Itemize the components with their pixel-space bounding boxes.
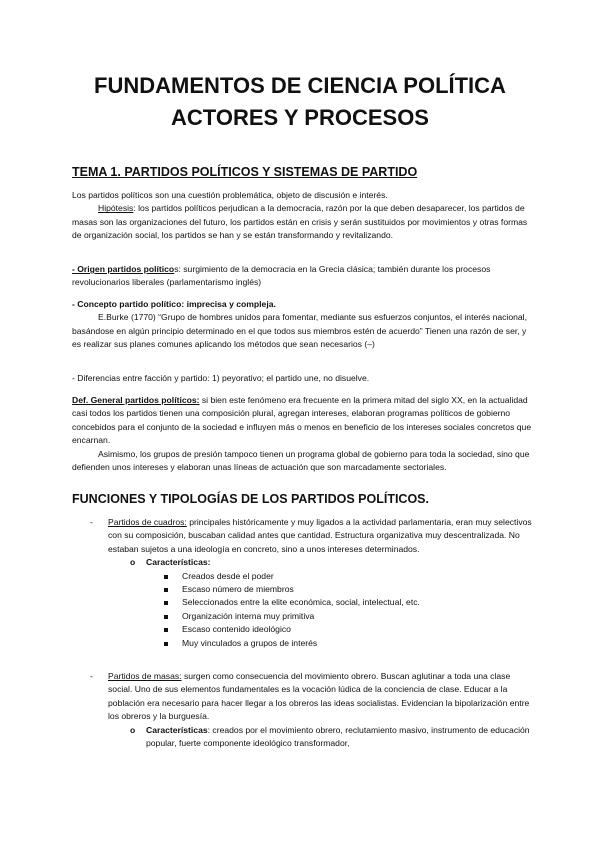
tema1-heading: TEMA 1. PARTIDOS POLÍTICOS Y SISTEMAS DE PARTIDO [72,165,418,179]
title-line-1: FUNDAMENTOS DE CIENCIA POLÍTICA [94,73,506,98]
caracteristica-text: Seleccionados entre la elite económica, social, intelectual, etc. [182,597,420,608]
concepto-heading: - Concepto partido político: imprecisa y compleja. [72,299,276,309]
definicion-label: Def. General partidos políticos: [72,395,200,405]
dash-marker: - [90,671,93,682]
square-bullet-icon [164,588,168,592]
origen-paragraph [72,263,532,290]
definicion-text: si bien este fenómeno era frecuente en la primera mitad del siglo XX, en la actualidad casi todos los partidos tienen una composición plural, agregan intereses, elaboran programas políticos de gobierno concebidos para el conjunto de la sociedad e influyen más o menos en beneficio de los intereses sociales concretos que encarnan. [72,395,532,446]
document-title [0,70,600,134]
caracteristica-text: Escaso contenido ideológico [182,624,291,635]
cuadros-caracteristicas-label: Características: [146,557,211,568]
square-bullet-icon [164,615,168,619]
caracteristica-item [72,610,532,623]
cuadros-caracteristicas-heading [72,556,532,569]
title-line-2: ACTORES Y PROCESOS [171,105,429,130]
caracteristica-item [72,623,532,636]
masas-caracteristicas-label: Características [146,724,208,735]
list-spacer [72,650,532,670]
square-bullet-icon [164,628,168,632]
definicion-block [72,394,532,474]
diferencias-block [72,372,532,385]
diferencias-paragraph: - Diferencias entre facción y partido: 1) peyorativo; el partido une, no disuelve. [72,373,370,383]
caracteristica-text: Creados desde el poder [182,570,274,581]
funciones-heading: FUNCIONES Y TIPOLOGÍAS DE LOS PARTIDOS POLÍTICOS. [72,492,429,506]
masas-caracteristicas-text: : creados por el movimiento obrero, reclutamiento masivo, instrumento de educación popular, fuerte componente ideológico transformador, [146,724,530,749]
caracteristica-item [72,596,532,609]
cuadros-text: principales históricamente y muy ligados a la actividad parlamentaria, eran muy selectivos con su composición, buscaban calidad antes que cantidad. Estructura organizativa muy descentralizada. No estaban sujetos a una ideología en concreto, sino a unos intereses determinados. [108,517,532,554]
concepto-block [72,298,532,352]
circle-bullet: o [130,724,136,735]
caracteristica-item [72,583,532,596]
tema1-intro-block [72,189,532,243]
partidos-cuadros-item [72,516,532,556]
masas-label: Partidos de masas: [108,671,182,682]
square-bullet-icon [164,642,168,646]
asimismo-paragraph: Asimismo, los grupos de presión tampoco tienen un programa global de gobierno para toda la sociedad, sino que defienden unos intereses y elaboran unas líneas de actuación que son marcadamente sectoriales. [72,448,530,473]
hipotesis-label: Hipótesis [98,203,134,214]
origen-block [72,263,532,290]
cuadros-label: Partidos de cuadros: [108,517,187,527]
partidos-masas-item [72,670,532,724]
hipotesis-paragraph [72,202,532,242]
caracteristica-text: Escaso número de miembros [182,584,294,595]
origen-text: s: surgimiento de la democracia en la Grecia clásica; también durante los procesos revolucionarios liberales (parlamentarismo inglés) [72,264,491,288]
square-bullet-icon [164,601,168,605]
masas-caracteristicas-paragraph [72,724,532,751]
caracteristica-text: Organización interna muy primitiva [182,610,315,621]
dash-marker: - [90,517,93,527]
masas-text: surgen como consecuencia del movimiento obrero. Buscan aglutinar a toda una clase social. Uno de sus elementos fundamentales es la vocación lúdica de la conciencia de clase. Educar a la población era necesario para hacer llegar a los obreros las ideas socialistas. Evidencian la bipolarización entre los obreros y la burguesía. [108,671,530,722]
intro-paragraph: Los partidos políticos son una cuestión problemática, objeto de discusión e interés. [72,190,388,200]
square-bullet-icon [164,575,168,579]
burke-paragraph: E.Burke (1770) “Grupo de hombres unidos para fomentar, mediante sus esfuerzos conjuntos, el interés nacional, basándose en algún principio determinado en el que todos sus miembros estén de acuerdo” Tienen una razón de ser, y es realizar sus planes comunes aplicando los métodos que sean necesarios (–) [72,312,527,350]
origen-label: - Origen partidos político [72,264,175,274]
caracteristica-item [72,570,532,583]
caracteristica-text: Muy vinculados a grupos de interés [182,637,318,648]
caracteristica-item [72,637,532,650]
definicion-paragraph [72,394,532,448]
hipotesis-text: : los partidos políticos perjudican a la democracia, razón por la que deben desaparecer, los partidos de masas son las organizaciones del futuro, los partidos están en crisis y serán sustituidos por movimientos y otras formas de organización social, los partidos se han y se están transformando y revitalizando. [72,203,528,241]
tipologias-list [72,516,532,751]
circle-bullet: o [130,557,136,568]
